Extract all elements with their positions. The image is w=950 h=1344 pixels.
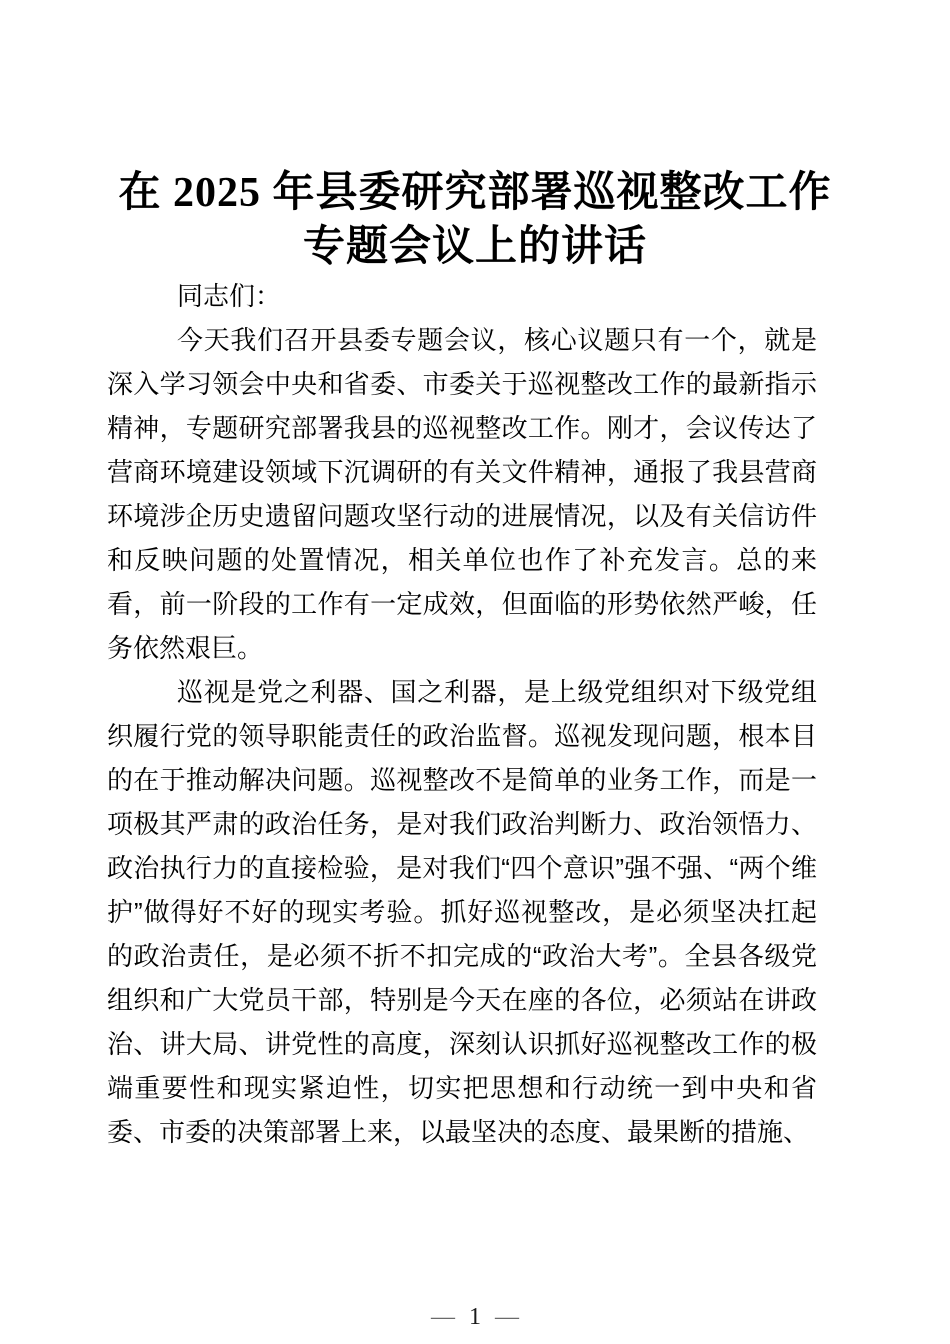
document-title-line2: 专题会议上的讲话 [302, 224, 647, 270]
page-number: 1 [469, 1304, 481, 1330]
document-body [107, 274, 817, 1154]
document-title-line1: 在 2025 年县委研究部署巡视整改工作 [118, 170, 832, 216]
paragraph-1: 今天我们召开县委专题会议，核心议题只有一个，就是深入学习领会中央和省委、市委关于巡视整改工作的最新指示精神，专题研究部署我县的巡视整改工作。刚才，会议传达了营商环境建设领域下沉调研的有关文件精神，通报了我县营商环境涉企历史遗留问题攻坚行动的进展情况，以及有关信访件和反映问题的处置情况，相关单位也作了补充发言。总的来看，前一阶段的工作有一定成效，但面临的形势依然严峻，任务依然艰巨。 [107, 325, 817, 663]
paragraph-2: 巡视是党之利器、国之利器，是上级党组织对下级党组织履行党的领导职能责任的政治监督。巡视发现问题，根本目的在于推动解决问题。巡视整改不是简单的业务工作，而是一项极其严肃的政治任务，是对我们政治判断力、政治领悟力、政治执行力的直接检验，是对我们“四个意识”强不强、“两个维护”做得好不好的现实考验。抓好巡视整改，是必须坚决扛起的政治责任，是必须不折不扣完成的“政治大考”。全县各级党组织和广大党员干部，特别是今天在座的各位，必须站在讲政治、讲大局、讲党性的高度，深刻认识抓好巡视整改工作的极端重要性和现实紧迫性，切实把思想和行动统一到中央和省委、市委的决策部署上来，以最坚决的态度、最果断的措施、 [107, 677, 817, 1147]
document-title [0, 166, 950, 274]
footer-dash-left: — [431, 1304, 455, 1330]
page-footer [0, 1302, 950, 1332]
salutation: 同志们： [177, 281, 282, 311]
footer-dash-right: — [495, 1304, 519, 1330]
